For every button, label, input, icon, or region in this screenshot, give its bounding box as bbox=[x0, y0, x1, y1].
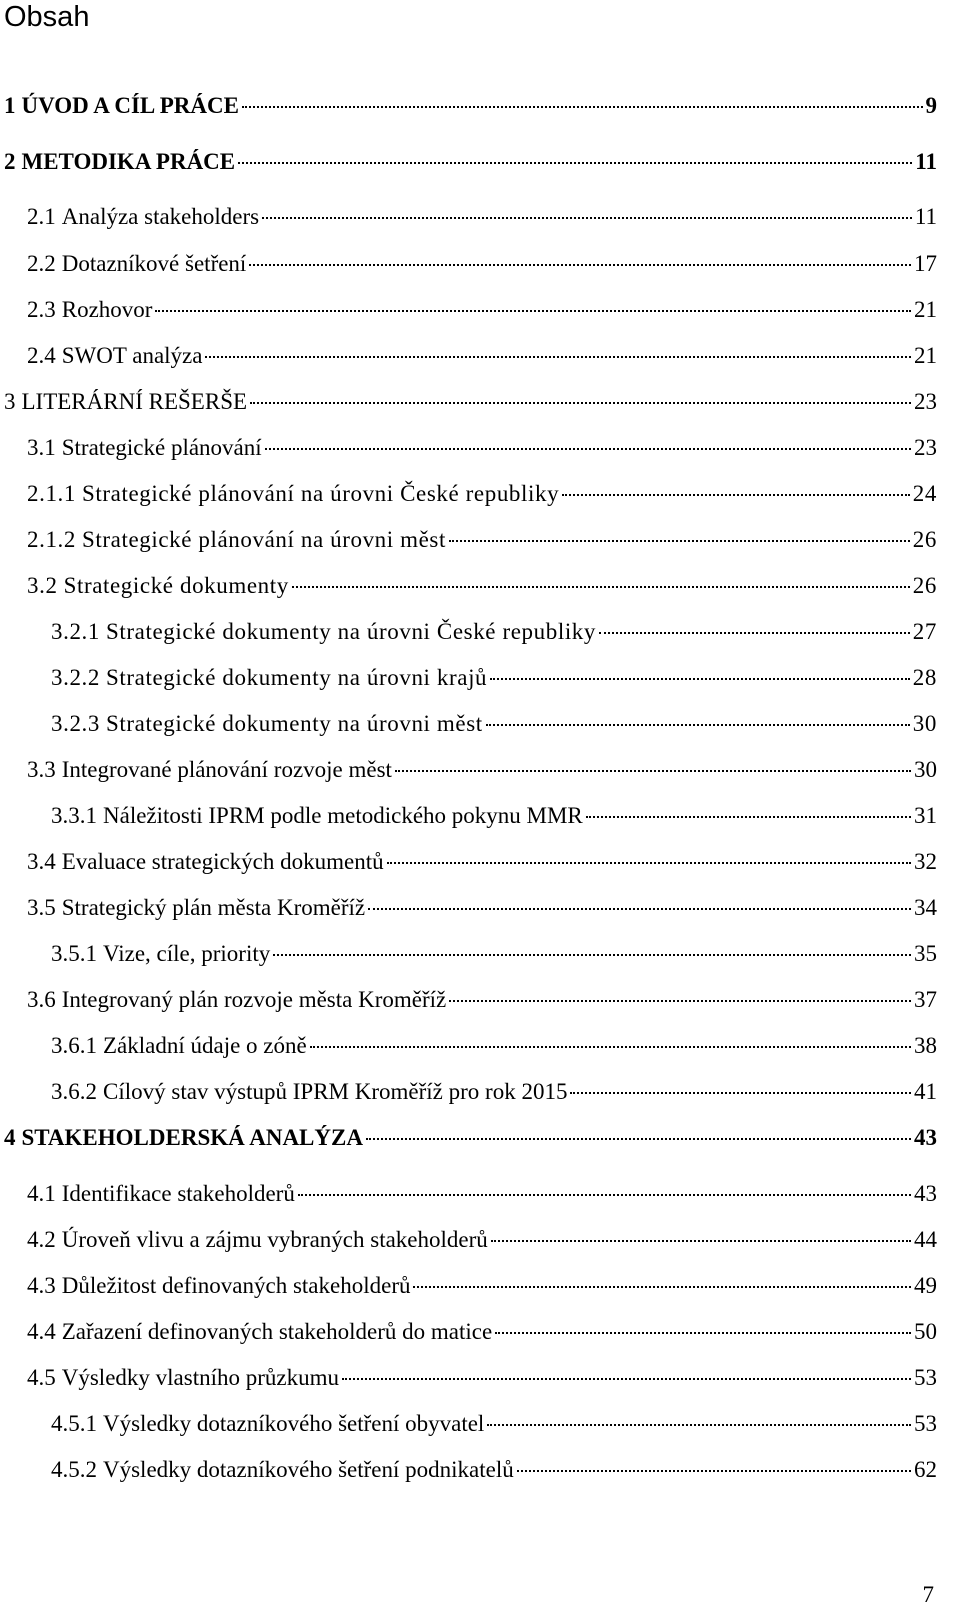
toc-entry-3-4[interactable] bbox=[27, 848, 937, 876]
toc-entry-3-3-1[interactable] bbox=[51, 802, 937, 830]
toc-dot-leader bbox=[495, 1332, 911, 1334]
toc-entry-title: Strategické dokumenty bbox=[63, 573, 289, 598]
page-number: 7 bbox=[922, 1582, 934, 1607]
toc-entry-3-2-3[interactable] bbox=[51, 710, 937, 738]
toc-dot-leader bbox=[249, 264, 911, 266]
toc-entry-number: 3 bbox=[4, 389, 16, 414]
toc-entry-title: Integrované plánování rozvoje měst bbox=[61, 757, 392, 782]
toc-entry-number: 2.1 bbox=[27, 204, 56, 229]
toc-entry-number: 3.5.1 bbox=[51, 941, 97, 966]
toc-entry-number: 3.2.1 bbox=[51, 619, 100, 644]
toc-dot-leader bbox=[250, 402, 911, 404]
toc-entry-page: 62 bbox=[914, 1457, 937, 1482]
toc-entry-title: Důležitost definovaných stakeholderů bbox=[61, 1273, 411, 1298]
toc-entry-number: 3.1 bbox=[27, 435, 56, 460]
toc-entry-title: Strategické plánování bbox=[61, 435, 262, 460]
toc-entry-title: Analýza stakeholders bbox=[61, 204, 260, 229]
toc-entry-page: 9 bbox=[925, 93, 937, 118]
toc-entry-number: 2.2 bbox=[27, 251, 56, 276]
toc-dot-leader bbox=[491, 1240, 911, 1242]
toc-entry-page: 53 bbox=[914, 1365, 937, 1390]
toc-entry-title: Strategické dokumenty na úrovni měst bbox=[106, 711, 483, 736]
toc-entry-title: Strategické dokumenty na úrovni České republiky bbox=[106, 619, 597, 644]
toc-entry-title: SWOT analýza bbox=[61, 343, 203, 368]
toc-entry-4-2[interactable] bbox=[27, 1226, 937, 1254]
toc-entry-title: Strategické plánování na úrovni České republiky bbox=[82, 481, 560, 506]
toc-entry-number: 2.1.1 bbox=[27, 481, 76, 506]
toc-entry-number: 3.6.2 bbox=[51, 1079, 97, 1104]
toc-entry-3-6-1[interactable] bbox=[51, 1032, 937, 1060]
toc-entry-title: Výsledky dotazníkového šetření obyvatel bbox=[103, 1411, 485, 1436]
toc-dot-leader bbox=[599, 632, 910, 634]
toc-dot-leader bbox=[449, 1000, 911, 1002]
toc-entry-title: Cílový stav výstupů IPRM Kroměříž pro rok 2015 bbox=[103, 1079, 568, 1104]
toc-entry-title: Rozhovor bbox=[61, 297, 153, 322]
toc-entry-2-2[interactable] bbox=[27, 250, 937, 278]
toc-entry-page: 30 bbox=[912, 711, 937, 736]
toc-dot-leader bbox=[273, 954, 911, 956]
page-title: Obsah bbox=[4, 1, 90, 33]
toc-entry-3-3[interactable] bbox=[27, 756, 937, 784]
toc-entry-page: 44 bbox=[914, 1227, 937, 1252]
toc-dot-leader bbox=[586, 816, 911, 818]
toc-entry-page: 26 bbox=[912, 573, 937, 598]
toc-dot-leader bbox=[517, 1470, 911, 1472]
toc-entry-number: 3.2.3 bbox=[51, 711, 100, 736]
toc-entry-2[interactable] bbox=[4, 148, 937, 176]
toc-entry-number: 3.3 bbox=[27, 757, 56, 782]
toc-entry-number: 4.5 bbox=[27, 1365, 56, 1390]
toc-dot-leader bbox=[262, 217, 912, 219]
toc-entry-number: 4 bbox=[4, 1125, 16, 1150]
toc-dot-leader bbox=[205, 356, 911, 358]
toc-entry-2-4[interactable] bbox=[27, 342, 937, 370]
toc-dot-leader bbox=[570, 1092, 911, 1094]
toc-entry-page: 30 bbox=[914, 757, 937, 782]
toc-entry-3-6[interactable] bbox=[27, 986, 937, 1014]
toc-entry-number: 4.5.1 bbox=[51, 1411, 97, 1436]
toc-entry-title: Náležitosti IPRM podle metodického pokynu MMR bbox=[103, 803, 583, 828]
toc-entry-page: 35 bbox=[914, 941, 937, 966]
toc-entry-number: 4.3 bbox=[27, 1273, 56, 1298]
toc-entry-title: Integrovaný plán rozvoje města Kroměříž bbox=[61, 987, 447, 1012]
toc-dot-leader bbox=[487, 1424, 911, 1426]
toc-entry-title: METODIKA PRÁCE bbox=[21, 149, 236, 174]
toc-entry-page: 49 bbox=[914, 1273, 937, 1298]
toc-entry-page: 27 bbox=[912, 619, 937, 644]
toc-entry-number: 3.4 bbox=[27, 849, 56, 874]
toc-entry-page: 21 bbox=[914, 343, 937, 368]
toc-entry-title: Identifikace stakeholderů bbox=[61, 1181, 295, 1206]
toc-entry-page: 11 bbox=[915, 149, 937, 174]
toc-entry-3-2[interactable] bbox=[27, 572, 937, 600]
toc-dot-leader bbox=[486, 724, 910, 726]
toc-entry-title: Strategické dokumenty na úrovni krajů bbox=[106, 665, 488, 690]
toc-entry-title: Výsledky vlastního průzkumu bbox=[61, 1365, 339, 1390]
toc-entry-3-2-2[interactable] bbox=[51, 664, 937, 692]
toc-entry-4-5-2[interactable] bbox=[51, 1456, 937, 1484]
toc-entry-4[interactable] bbox=[4, 1124, 937, 1152]
toc-dot-leader bbox=[449, 540, 910, 542]
toc-entry-title: Úroveň vlivu a zájmu vybraných stakeholderů bbox=[61, 1227, 488, 1252]
toc-entry-2-1[interactable] bbox=[27, 203, 937, 231]
toc-entry-4-5[interactable] bbox=[27, 1364, 937, 1392]
toc-entry-3-5[interactable] bbox=[27, 894, 937, 922]
toc-entry-3-6-2[interactable] bbox=[51, 1078, 937, 1106]
toc-entry-title: LITERÁRNÍ REŠERŠE bbox=[21, 389, 248, 414]
toc-entry-number: 2.4 bbox=[27, 343, 56, 368]
toc-entry-page: 38 bbox=[914, 1033, 937, 1058]
toc-entry-2-3[interactable] bbox=[27, 296, 937, 324]
toc-entry-2-1-2[interactable] bbox=[27, 526, 937, 554]
toc-entry-number: 4.5.2 bbox=[51, 1457, 97, 1482]
toc-dot-leader bbox=[490, 678, 910, 680]
toc-entry-page: 21 bbox=[914, 297, 937, 322]
toc-entry-page: 24 bbox=[912, 481, 937, 506]
toc-entry-number: 2 bbox=[4, 149, 16, 174]
toc-dot-leader bbox=[387, 862, 911, 864]
toc-entry-4-4[interactable] bbox=[27, 1318, 937, 1346]
toc-entry-number: 3.6 bbox=[27, 987, 56, 1012]
toc-dot-leader bbox=[562, 494, 910, 496]
toc-entry-1[interactable] bbox=[4, 92, 937, 120]
toc-entry-title: Zařazení definovaných stakeholderů do matice bbox=[61, 1319, 493, 1344]
toc-dot-leader bbox=[310, 1046, 911, 1048]
toc-entry-4-5-1[interactable] bbox=[51, 1410, 937, 1438]
toc-dot-leader bbox=[413, 1286, 911, 1288]
toc-dot-leader bbox=[298, 1194, 911, 1196]
toc-entry-number: 3.5 bbox=[27, 895, 56, 920]
toc-entry-title: Vize, cíle, priority bbox=[103, 941, 271, 966]
toc-entry-page: 50 bbox=[914, 1319, 937, 1344]
toc-entry-4-3[interactable] bbox=[27, 1272, 937, 1300]
toc-entry-page: 11 bbox=[914, 204, 937, 229]
toc-entry-page: 53 bbox=[914, 1411, 937, 1436]
toc-entry-number: 3.2 bbox=[27, 573, 58, 598]
toc-entry-page: 23 bbox=[914, 389, 937, 414]
toc-entry-3-1[interactable] bbox=[27, 434, 937, 462]
toc-dot-leader bbox=[395, 770, 911, 772]
toc-entry-number: 2.1.2 bbox=[27, 527, 76, 552]
toc-entry-page: 41 bbox=[914, 1079, 937, 1104]
toc-entry-page: 26 bbox=[912, 527, 937, 552]
toc-entry-title: Základní údaje o zóně bbox=[103, 1033, 307, 1058]
toc-entry-number: 3.6.1 bbox=[51, 1033, 97, 1058]
toc-entry-title: Strategický plán města Kroměříž bbox=[61, 895, 366, 920]
toc-entry-page: 17 bbox=[914, 251, 937, 276]
toc-dot-leader bbox=[342, 1378, 911, 1380]
toc-entry-number: 4.1 bbox=[27, 1181, 56, 1206]
toc-entry-number: 1 bbox=[4, 93, 16, 118]
toc-dot-leader bbox=[366, 1138, 911, 1140]
toc-dot-leader bbox=[265, 448, 911, 450]
toc-dot-leader bbox=[368, 908, 911, 910]
toc-dot-leader bbox=[155, 310, 911, 312]
toc-entry-number: 4.2 bbox=[27, 1227, 56, 1252]
toc-entry-number: 3.3.1 bbox=[51, 803, 97, 828]
toc-dot-leader bbox=[292, 586, 910, 588]
toc-entry-page: 23 bbox=[914, 435, 937, 460]
toc-dot-leader bbox=[238, 162, 912, 164]
toc-entry-title: ÚVOD A CÍL PRÁCE bbox=[21, 93, 239, 118]
toc-entry-number: 4.4 bbox=[27, 1319, 56, 1344]
toc-entry-title: Evaluace strategických dokumentů bbox=[61, 849, 384, 874]
toc-dot-leader bbox=[242, 106, 923, 108]
toc-entry-2-1-1[interactable] bbox=[27, 480, 937, 508]
toc-entry-page: 31 bbox=[914, 803, 937, 828]
toc-entry-page: 37 bbox=[914, 987, 937, 1012]
toc-entry-title: Dotazníkové šetření bbox=[61, 251, 247, 276]
toc-entry-page: 43 bbox=[914, 1125, 937, 1150]
toc-entry-page: 34 bbox=[914, 895, 937, 920]
toc-entry-title: Výsledky dotazníkového šetření podnikatelů bbox=[103, 1457, 514, 1482]
toc-entry-page: 43 bbox=[914, 1181, 937, 1206]
toc-entry-3-5-1[interactable] bbox=[51, 940, 937, 968]
toc-entry-title: STAKEHOLDERSKÁ ANALÝZA bbox=[21, 1125, 363, 1150]
toc-entry-4-1[interactable] bbox=[27, 1180, 937, 1208]
toc-entry-number: 2.3 bbox=[27, 297, 56, 322]
toc-entry-3-2-1[interactable] bbox=[51, 618, 937, 646]
toc-entry-page: 28 bbox=[912, 665, 937, 690]
toc-entry-title: Strategické plánování na úrovni měst bbox=[82, 527, 446, 552]
toc-entry-page: 32 bbox=[914, 849, 937, 874]
toc-entry-3[interactable] bbox=[4, 388, 937, 416]
toc-entry-number: 3.2.2 bbox=[51, 665, 100, 690]
